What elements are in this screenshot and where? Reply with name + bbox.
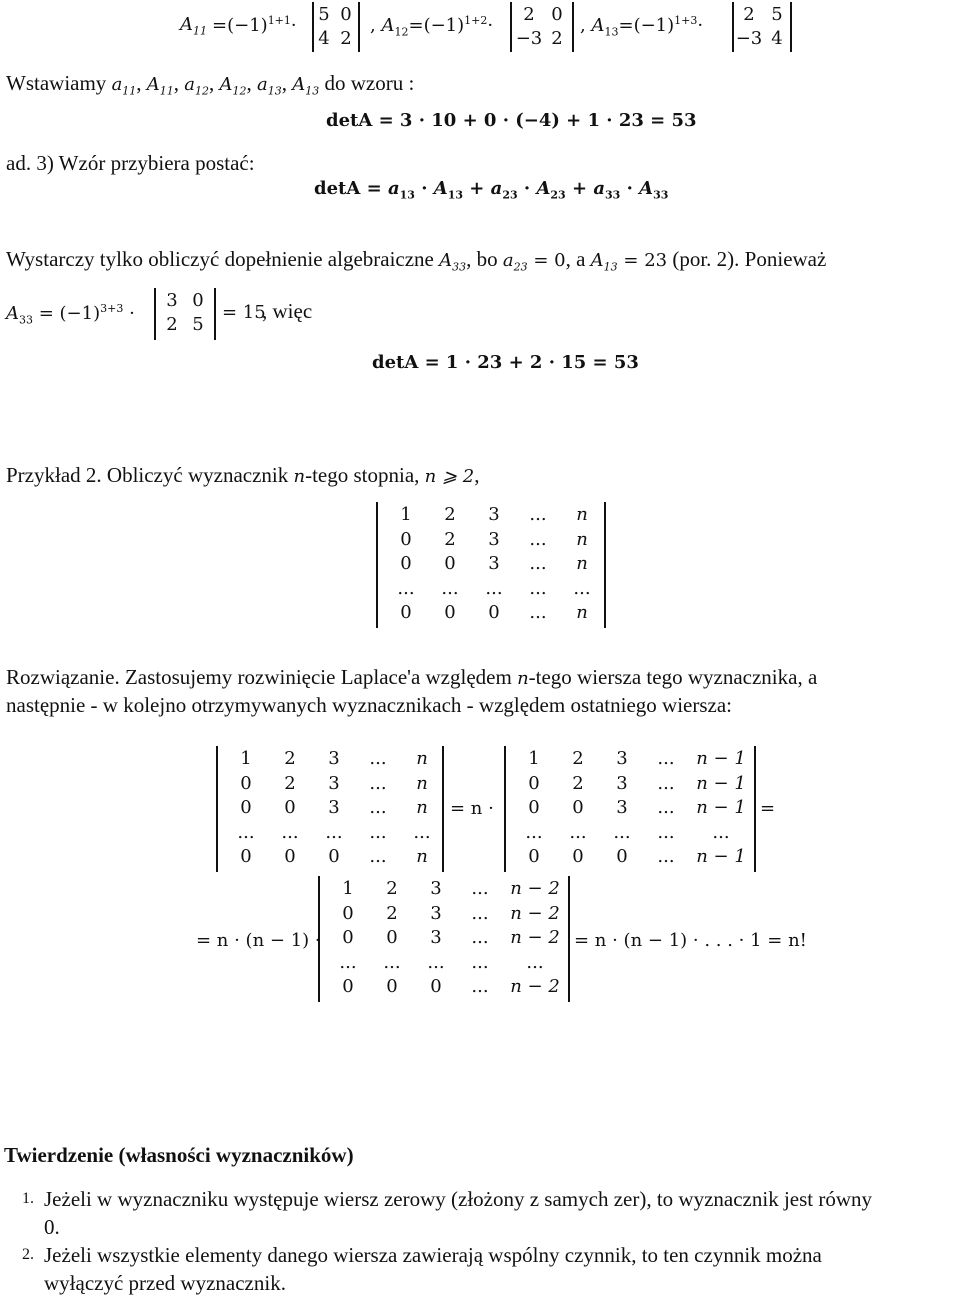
a33-minor-matrix bbox=[154, 288, 216, 340]
matrix-cell: 0 bbox=[400, 528, 412, 550]
eq2-lead: = n · (n − 1) · bbox=[196, 930, 321, 951]
matrix-cell: 0 bbox=[192, 290, 204, 311]
matrix-cell: 2 bbox=[340, 28, 352, 49]
matrix-cell: 2 bbox=[444, 528, 456, 550]
list-item-text: Jeżeli w wyznaczniku występuje wiersz zerowy (złożony z samych zer), to wyznacznik jest równy bbox=[44, 1187, 873, 1211]
a33-rhs: = 15 bbox=[222, 302, 266, 323]
matrix-cell: ... bbox=[325, 821, 343, 843]
wstawiamy-line: Wstawiamy $a_{11}$, $A_{11}$, $a_{12}$, $A_{12}$, $a_{13}$, $A_{13}$ do wzoru : bbox=[6, 71, 415, 98]
rozwiazanie-line2: następnie - w kolejno otrzymywanych wyznacznikach - względem ostatniego wiersza: bbox=[6, 693, 732, 717]
matrix-cell: 0 bbox=[342, 902, 354, 924]
matrix-cell: 0 bbox=[444, 553, 456, 574]
list-item bbox=[0, 1242, 960, 1298]
ad3-label: ad. 3) Wzór przybiera postać: bbox=[6, 151, 255, 175]
matrix-cell: n bbox=[416, 748, 428, 769]
matrix-cell: 3 bbox=[430, 902, 442, 924]
matrix-cell: ... bbox=[529, 577, 547, 599]
matrix-cell: ... bbox=[427, 951, 445, 973]
matrix-cell: 0 bbox=[572, 797, 584, 818]
matrix-cell: n bbox=[576, 602, 588, 623]
rozwiazanie-label: Rozwiązanie. bbox=[6, 665, 120, 689]
matrix-cell: 0 bbox=[400, 602, 412, 623]
matrix-cell: 3 bbox=[430, 927, 442, 948]
matrix-cell: ... bbox=[529, 602, 547, 623]
matrix-cell: ... bbox=[339, 951, 357, 973]
matrix-cell: ... bbox=[471, 902, 489, 924]
matrix-cell: 0 bbox=[284, 846, 296, 867]
matrix-cell: 0 bbox=[430, 976, 442, 997]
wystarczy-line: Wystarczy tylko obliczyć dopełnienie algebraiczne $A_{33}$, bo $a_{23} = 0$, a $A_{13} = 23$ (por. 2). Ponieważ bbox=[6, 247, 827, 274]
a12-symbol: , $A_{12}=(-1)^{1+2}\cdot$ bbox=[370, 14, 494, 39]
list-item bbox=[0, 1186, 960, 1242]
matrix-cell: n bbox=[416, 797, 428, 818]
matrix-cell: ... bbox=[657, 748, 675, 769]
matrix-cell: 0 bbox=[616, 846, 628, 867]
matrix-cell: ... bbox=[369, 846, 387, 867]
matrix-cell: 0 bbox=[551, 4, 563, 25]
matrix-cell: ... bbox=[526, 951, 544, 973]
matrix-cell: ... bbox=[471, 878, 489, 899]
eq2-tail: = n · (n − 1) · . . . · 1 = n! bbox=[574, 930, 807, 951]
eq1-mid: = n · bbox=[450, 798, 494, 819]
eq2-matrix bbox=[318, 876, 570, 1002]
matrix-cell: ... bbox=[413, 821, 431, 843]
matrix-cell: ... bbox=[369, 797, 387, 818]
matrix-cell: 0 bbox=[488, 602, 500, 623]
matrix-cell: ... bbox=[281, 821, 299, 843]
det-formula-2: $\det A = a_{13} \cdot A_{13} + a_{23} \cdot A_{23} + a_{33} \cdot A_{33}$ bbox=[314, 178, 669, 202]
matrix-cell: 0 bbox=[240, 797, 252, 818]
matrix-cell: −3 bbox=[735, 28, 763, 49]
twierdzenie-title: Twierdzenie (własności wyznaczników) bbox=[4, 1143, 354, 1167]
matrix-cell: 3 bbox=[488, 504, 500, 525]
matrix-cell: 2 bbox=[444, 504, 456, 525]
matrix-cell: 5 bbox=[771, 4, 783, 25]
matrix-cell: 0 bbox=[240, 846, 252, 867]
matrix-cell: n bbox=[576, 528, 588, 550]
matrix-cell: 3 bbox=[616, 748, 628, 769]
matrix-cell: ... bbox=[529, 553, 547, 574]
matrix-cell: ... bbox=[657, 846, 675, 867]
twierdzenie-list bbox=[0, 1186, 960, 1298]
matrix-cell: 2 bbox=[523, 4, 535, 25]
matrix-cell: ... bbox=[441, 577, 459, 599]
matrix-cell: 0 bbox=[342, 976, 354, 997]
matrix-cell: n − 2 bbox=[510, 878, 560, 899]
matrix-cell: −3 bbox=[515, 28, 543, 49]
matrix-cell: 1 bbox=[240, 748, 252, 769]
matrix-cell: ... bbox=[529, 528, 547, 550]
matrix-cell: ... bbox=[613, 821, 631, 843]
matrix-cell: 3 bbox=[488, 553, 500, 574]
matrix-cell: n − 1 bbox=[696, 797, 746, 818]
matrix-cell: 4 bbox=[771, 28, 783, 49]
matrix-cell: 5 bbox=[318, 4, 330, 25]
list-item-number: 1. bbox=[22, 1190, 34, 1207]
matrix-cell: 2 bbox=[743, 4, 755, 25]
matrix-cell: ... bbox=[397, 577, 415, 599]
matrix-cell: 2 bbox=[166, 314, 178, 335]
matrix-cell: ... bbox=[573, 577, 591, 599]
matrix-cell: 2 bbox=[572, 748, 584, 769]
matrix-cell: 3 bbox=[616, 797, 628, 818]
det-formula-3: detA = 1 · 23 + 2 · 15 = 53 bbox=[372, 352, 639, 373]
matrix-cell: 0 bbox=[342, 927, 354, 948]
a33-tail: , więc bbox=[262, 299, 313, 323]
wstawiamy-label: Wstawiamy bbox=[6, 71, 107, 95]
matrix-cell: ... bbox=[471, 951, 489, 973]
matrix-cell: ... bbox=[237, 821, 255, 843]
a13-symbol: , $A_{13}=(-1)^{1+3}\cdot$ bbox=[580, 14, 704, 39]
list-item-number: 2. bbox=[22, 1246, 34, 1263]
matrix-cell: 5 bbox=[192, 314, 204, 335]
example-matrix bbox=[376, 502, 606, 628]
matrix-cell: 3 bbox=[166, 290, 178, 311]
matrix-cell: n bbox=[416, 772, 428, 794]
matrix-cell: ... bbox=[383, 951, 401, 973]
matrix-cell: n bbox=[416, 846, 428, 867]
matrix-cell: ... bbox=[569, 821, 587, 843]
minor-matrix-1 bbox=[312, 2, 360, 52]
matrix-cell: 0 bbox=[400, 553, 412, 574]
matrix-cell: 0 bbox=[328, 846, 340, 867]
minor-matrix-2 bbox=[510, 2, 574, 52]
przyklad-line: Przykład 2. Obliczyć wyznacznik n-tego stopnia, n ⩾ 2, bbox=[6, 463, 480, 487]
matrix-cell: 2 bbox=[386, 878, 398, 899]
minor-matrix-3 bbox=[732, 2, 792, 52]
a33-lhs: $A_{33} = (-1)^{3+3}$ · bbox=[6, 302, 135, 327]
matrix-cell: 0 bbox=[572, 846, 584, 867]
matrix-cell: n bbox=[576, 504, 588, 525]
matrix-cell: ... bbox=[471, 976, 489, 997]
matrix-cell: 0 bbox=[284, 797, 296, 818]
przyklad-label: Przykład 2. bbox=[6, 463, 102, 487]
wstawiamy-suffix: do wzoru : bbox=[324, 71, 415, 95]
matrix-cell: n bbox=[576, 553, 588, 574]
matrix-cell: ... bbox=[525, 821, 543, 843]
matrix-cell: ... bbox=[369, 772, 387, 794]
matrix-cell: 2 bbox=[386, 902, 398, 924]
matrix-cell: ... bbox=[369, 821, 387, 843]
matrix-cell: n − 1 bbox=[696, 748, 746, 769]
matrix-cell: ... bbox=[657, 772, 675, 794]
matrix-cell: 3 bbox=[328, 772, 340, 794]
matrix-cell: n − 1 bbox=[696, 772, 746, 794]
matrix-cell: 0 bbox=[528, 797, 540, 818]
matrix-cell: ... bbox=[657, 821, 675, 843]
list-item-text: 0. bbox=[44, 1215, 60, 1239]
matrix-cell: n − 2 bbox=[510, 976, 560, 997]
matrix-cell: n − 1 bbox=[696, 846, 746, 867]
a11-eq: $=(-1)^{1+1}\cdot$ bbox=[212, 14, 297, 36]
det-formula-1: detA = 3 · 10 + 0 · (−4) + 1 · 23 = 53 bbox=[326, 110, 697, 131]
matrix-cell: ... bbox=[712, 821, 730, 843]
matrix-cell: 0 bbox=[386, 976, 398, 997]
matrix-cell: 0 bbox=[386, 927, 398, 948]
matrix-cell: 1 bbox=[400, 504, 412, 525]
matrix-cell: 3 bbox=[328, 748, 340, 769]
matrix-cell: 0 bbox=[444, 602, 456, 623]
eq1-end: = bbox=[760, 798, 776, 819]
matrix-cell: 0 bbox=[528, 772, 540, 794]
eq1-right-matrix bbox=[504, 746, 756, 872]
matrix-cell: 2 bbox=[551, 28, 563, 49]
matrix-cell: 0 bbox=[240, 772, 252, 794]
matrix-cell: 3 bbox=[430, 878, 442, 899]
matrix-cell: n − 2 bbox=[510, 902, 560, 924]
list-item-text: Jeżeli wszystkie elementy danego wiersza zawierają wspólny czynnik, to ten czynnik można bbox=[44, 1243, 822, 1267]
rozwiazanie-line1: Rozwiązanie. Zastosujemy rozwinięcie Laplace'a względem n-tego wiersza tego wyznacznika, a bbox=[6, 665, 818, 689]
matrix-cell: 0 bbox=[340, 4, 352, 25]
matrix-cell: 2 bbox=[284, 748, 296, 769]
matrix-cell: 4 bbox=[318, 28, 330, 49]
matrix-cell: 3 bbox=[616, 772, 628, 794]
matrix-cell: 2 bbox=[572, 772, 584, 794]
eq1-left-matrix bbox=[216, 746, 444, 872]
matrix-cell: ... bbox=[485, 577, 503, 599]
matrix-cell: ... bbox=[369, 748, 387, 769]
matrix-cell: 0 bbox=[528, 846, 540, 867]
matrix-cell: 3 bbox=[488, 528, 500, 550]
matrix-cell: ... bbox=[529, 504, 547, 525]
matrix-cell: n − 2 bbox=[510, 927, 560, 948]
matrix-cell: 1 bbox=[342, 878, 354, 899]
matrix-cell: ... bbox=[657, 797, 675, 818]
a11-symbol: $A_{11}$ bbox=[180, 14, 207, 38]
matrix-cell: 2 bbox=[284, 772, 296, 794]
list-item-text: wyłączyć przed wyznacznik. bbox=[44, 1271, 286, 1295]
matrix-cell: ... bbox=[471, 927, 489, 948]
matrix-cell: 1 bbox=[528, 748, 540, 769]
matrix-cell: 3 bbox=[328, 797, 340, 818]
